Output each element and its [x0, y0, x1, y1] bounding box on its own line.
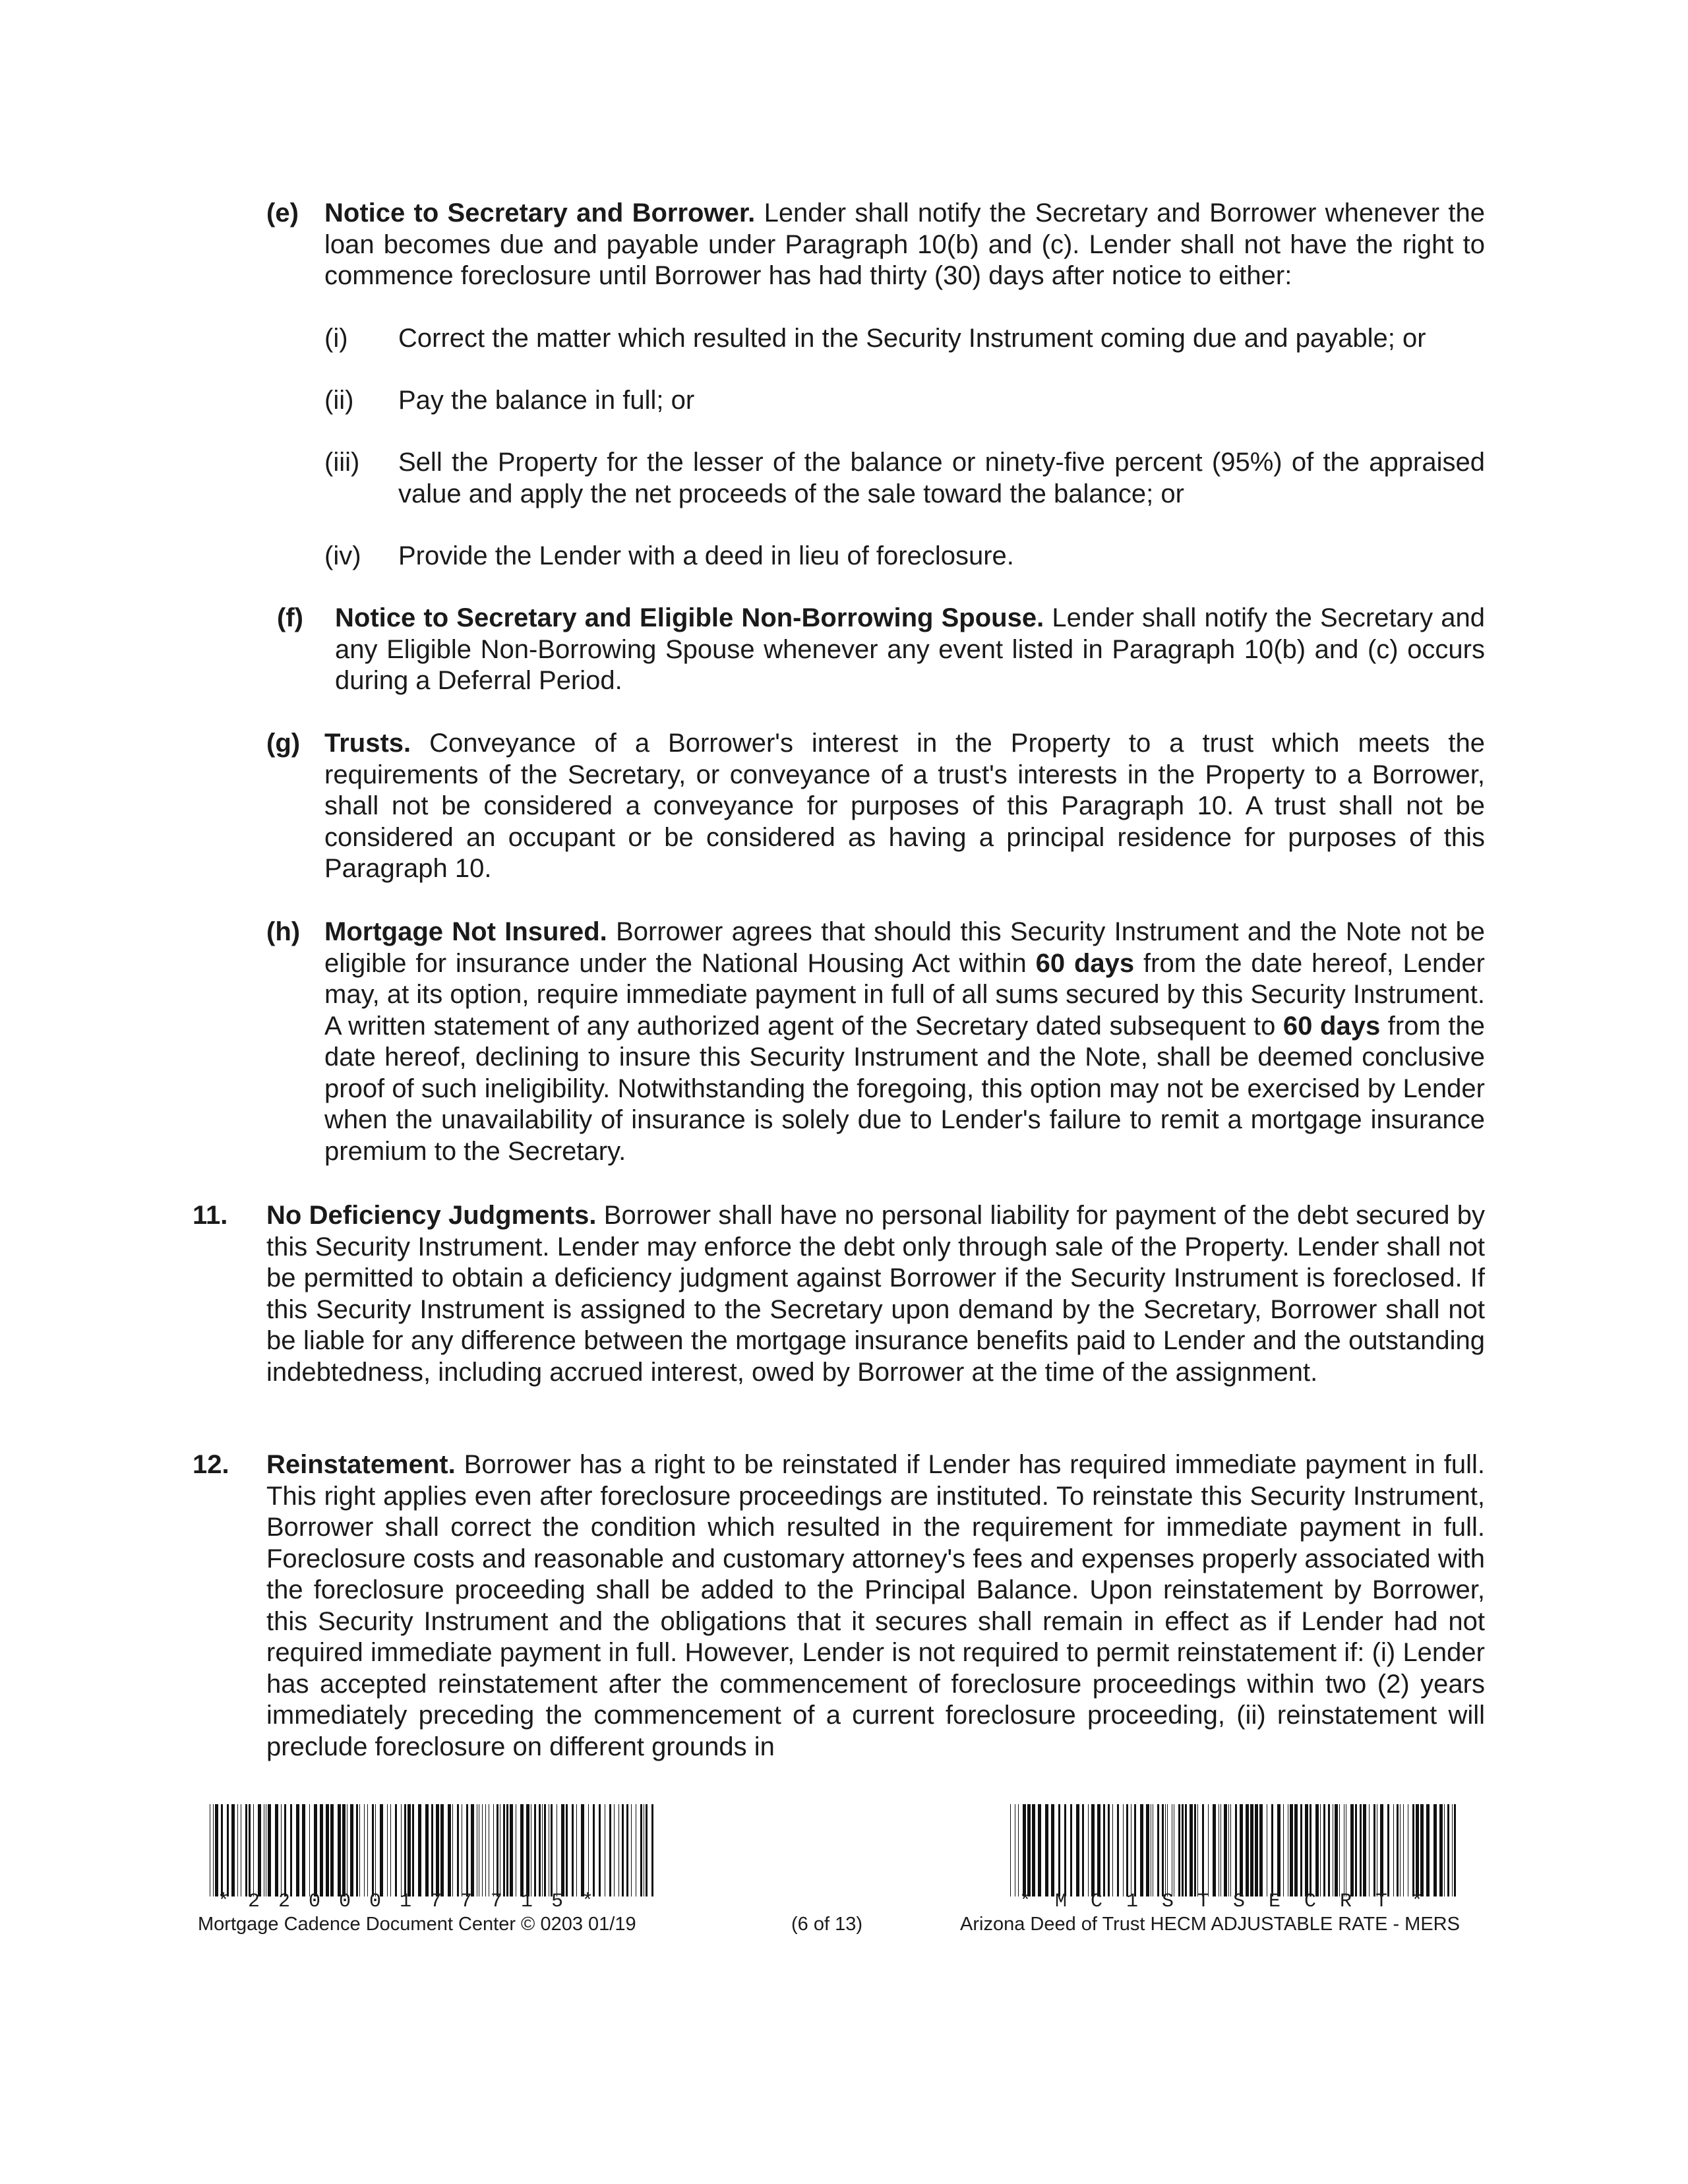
barcode-bar: [1182, 1804, 1184, 1896]
barcode-bar: [1088, 1804, 1089, 1896]
barcode-bar: [457, 1804, 459, 1896]
barcode-bar: [534, 1804, 536, 1896]
subitem-iv-label: (iv): [324, 541, 361, 570]
barcode-bar: [1369, 1804, 1370, 1896]
barcode-bar: [1412, 1804, 1414, 1896]
barcode-right-text: *MC1STSECRT*: [1019, 1891, 1447, 1913]
barcode-bar: [1208, 1804, 1209, 1896]
barcode-bar: [1038, 1804, 1041, 1896]
barcode-bar: [375, 1804, 376, 1896]
barcode-bar: [1393, 1804, 1394, 1896]
item-g-label: (g): [266, 729, 301, 758]
item-f-heading: Notice to Secretary and Eligible Non-Borrowing Spouse.: [335, 603, 1044, 632]
barcode-bar: [576, 1804, 577, 1896]
barcode-bar: [1323, 1804, 1325, 1896]
barcode-bar: [520, 1804, 524, 1896]
barcode-bar: [497, 1804, 498, 1896]
footer-left-text: Mortgage Cadence Document Center © 0203 01/19: [198, 1914, 636, 1935]
barcode-bar: [215, 1804, 218, 1896]
barcode-bar: [1027, 1804, 1031, 1896]
barcode-bar: [1426, 1804, 1430, 1896]
item-e-text: Lender shall notify the Secretary and Borrower whenever the loan becomes due and payable under Paragraph 10(b) and (c). Lender shall not have the right to commence foreclosure until Borrower has had thirty (30) days after notice to either:: [324, 198, 1486, 290]
barcode-bar: [356, 1804, 358, 1896]
item-h-bold-2: 60 days: [1282, 1011, 1381, 1041]
barcode-bar: [566, 1804, 568, 1896]
section-11-text: Borrower shall have no personal liability for payment of the debt secured by this Security Instrument. Lender may enforce the debt only through sale of the Property. Lender shall not be permitted to obtain a deficiency judgment against Borrower if the Security Instrument is foreclosed. If this Security Instrument is assigned to the Secretary upon demand by the Secretary, Borrower shall not be liable for any difference between the mortgage insurance benefits paid to Lender and the outstanding indebtedness, including accrued interest, owed by Borrower at the time of the assignment.: [266, 1201, 1485, 1387]
barcode-bar: [1250, 1804, 1253, 1896]
section-12-text: Borrower has a right to be reinstated if Lender has required immediate payment in full. This right applies even after foreclosure proceedings are instituted. To reinstate this Security Instrument, Borrower shall correct the condition which resulted in the requirement for immediate payment in full. Foreclosure costs and reasonable and customary attorney's fees and expenses properly associated with the foreclosure proceeding shall be added to the Principal Balance. Upon reinstatement by Borrower, this Security Instrument and the obligations that it secures shall remain in effect as if Lender had not required immediate payment in full. However, Lender is not required to permit reinstatement if: (i) Lender has accepted reinstatement after the commencement of foreclosure proceedings within two (2) years immediately preceding the commencement of a current foreclosure proceeding, (ii) reinstatement will preclude foreclosure on different grounds in: [266, 1450, 1485, 1761]
barcode-bar: [622, 1804, 624, 1896]
barcode-bar: [510, 1804, 513, 1896]
barcode-bar: [1112, 1804, 1113, 1896]
barcode-bar: [1023, 1804, 1026, 1896]
barcode-bar: [418, 1804, 421, 1896]
barcode-bar: [314, 1804, 317, 1896]
barcode-bar: [1355, 1804, 1357, 1896]
barcode-bar: [631, 1804, 632, 1896]
barcode-bar: [281, 1804, 282, 1896]
barcode-bar: [1224, 1804, 1227, 1896]
item-f-text: Lender shall notify the Secretary and any Eligible Non-Borrowing Spouse whenever any event listed in Paragraph 10(b) and (c) occurs during a Deferral Period.: [335, 603, 1485, 695]
barcode-bar: [1157, 1804, 1159, 1896]
barcode-bar: [1452, 1804, 1453, 1896]
barcode-bar: [581, 1804, 584, 1896]
barcode-bar: [1117, 1804, 1119, 1896]
barcode-bar: [1290, 1804, 1293, 1896]
barcode-bar: [588, 1804, 589, 1896]
item-e-paragraph: [324, 198, 1485, 292]
barcode-bar: [1240, 1804, 1243, 1896]
section-12-paragraph: [266, 1449, 1485, 1763]
barcode-bar: [1010, 1804, 1011, 1896]
barcode-bar: [425, 1804, 429, 1896]
barcode-bar: [1397, 1804, 1399, 1896]
barcode-bar: [1082, 1804, 1084, 1896]
barcode-bar: [338, 1804, 341, 1896]
barcode-bar: [1194, 1804, 1196, 1896]
barcode-bar: [1339, 1804, 1340, 1896]
barcode-bar: [1146, 1804, 1149, 1896]
barcode-bar: [1126, 1804, 1128, 1896]
barcode-bar: [593, 1804, 595, 1896]
barcode-bar: [412, 1804, 414, 1896]
barcode-bar: [1271, 1804, 1273, 1896]
barcode-bar: [395, 1804, 397, 1896]
barcode-bar: [618, 1804, 619, 1896]
barcode-bar: [1255, 1804, 1258, 1896]
barcode-bar: [231, 1804, 235, 1896]
barcode-bar: [1202, 1804, 1204, 1896]
item-e-label: (e): [266, 198, 299, 228]
barcode-bar: [1310, 1804, 1311, 1896]
barcode-bar: [1108, 1804, 1110, 1896]
barcode-bar: [1403, 1804, 1404, 1896]
barcode-bar: [651, 1804, 653, 1896]
barcode-bar: [626, 1804, 628, 1896]
barcode-bar: [1103, 1804, 1105, 1896]
barcode-bar: [1140, 1804, 1143, 1896]
barcode-bar: [1300, 1804, 1302, 1896]
barcode-bar: [609, 1804, 611, 1896]
section-12-label: 12.: [193, 1450, 229, 1479]
barcode-bar: [1162, 1804, 1164, 1896]
section-11-heading: No Deficiency Judgments.: [266, 1201, 597, 1230]
item-h-heading: Mortgage Not Insured.: [324, 917, 607, 946]
barcode-bar: [1230, 1804, 1231, 1896]
barcode-bar: [1185, 1804, 1187, 1896]
item-h-paragraph: [324, 917, 1485, 1167]
barcode-bar: [1400, 1804, 1401, 1896]
barcode-bar: [436, 1804, 439, 1896]
barcode-bar: [221, 1804, 223, 1896]
barcode-bar: [1259, 1804, 1263, 1896]
barcode-bar: [1315, 1804, 1319, 1896]
barcode-right-bars: [1009, 1804, 1457, 1896]
barcode-bar: [302, 1804, 305, 1896]
barcode-bar: [646, 1804, 648, 1896]
barcode-bar: [387, 1804, 388, 1896]
barcode-bar: [1328, 1804, 1330, 1896]
barcode-bar: [1045, 1804, 1048, 1896]
barcode-bar: [372, 1804, 374, 1896]
barcode-bar: [1246, 1804, 1249, 1896]
barcode-bar: [237, 1804, 238, 1896]
barcode-bar: [544, 1804, 546, 1896]
item-h-bold-1: 60 days: [1035, 948, 1135, 978]
item-h-text-3: from the date hereof, declining to insure this Security Instrument and the Note, shall be deemed conclusive proof of such ineligibility. Notwithstanding the foregoing, this option may not be exercised by Lender when the unavailability of insurance is solely due to Lender's failure to remit a mortgage insurance premium to the Secretary.: [324, 1011, 1485, 1166]
barcode-bar: [539, 1804, 541, 1896]
barcode-bar: [1091, 1804, 1095, 1896]
barcode-bar: [367, 1804, 368, 1896]
barcode-bar: [1032, 1804, 1035, 1896]
subitem-iii-label: (iii): [324, 448, 360, 477]
barcode-bar: [1058, 1804, 1060, 1896]
subitem-iv-text: Provide the Lender with a deed in lieu of foreclosure.: [398, 541, 1014, 570]
footer-page-number: (6 of 13): [791, 1914, 862, 1935]
barcode-bar: [1064, 1804, 1066, 1896]
barcode-bar: [1123, 1804, 1124, 1896]
barcode-bar: [290, 1804, 292, 1896]
barcode-bar: [503, 1804, 505, 1896]
subitem-ii-label: (ii): [324, 386, 354, 415]
barcode-bar: [1190, 1804, 1193, 1896]
barcode-bar: [466, 1804, 468, 1896]
barcode-bar: [330, 1804, 334, 1896]
barcode-bar: [1018, 1804, 1019, 1896]
barcode-bar: [1380, 1804, 1383, 1896]
barcode-bar: [1167, 1804, 1168, 1896]
item-f-label: (f): [277, 603, 303, 632]
barcode-bar: [1283, 1804, 1284, 1896]
barcode-bar: [452, 1804, 453, 1896]
barcode-bar: [572, 1804, 574, 1896]
barcode-bar: [326, 1804, 329, 1896]
barcode-bar: [253, 1804, 254, 1896]
barcode-bar: [1439, 1804, 1443, 1896]
barcode-bar: [275, 1804, 278, 1896]
barcode-bar: [599, 1804, 601, 1896]
subitem-iii-text: Sell the Property for the lesser of the balance or ninety-five percent (95%) of the appraised value and apply the net proceeds of the sale toward the balance; or: [398, 448, 1485, 508]
barcode-left-bars: [208, 1804, 657, 1896]
barcode-bar: [1387, 1804, 1389, 1896]
barcode-bar: [309, 1804, 310, 1896]
barcode-bar: [404, 1804, 406, 1896]
barcode-bar: [258, 1804, 261, 1896]
barcode-bar: [1335, 1804, 1338, 1896]
barcode-bar: [485, 1804, 486, 1896]
subitem-i-label: (i): [324, 324, 348, 353]
barcode-bar: [542, 1804, 543, 1896]
barcode-bar: [1305, 1804, 1308, 1896]
item-g-text: Conveyance of a Borrower's interest in the Property to a trust which meets the requirements of the Secretary, or conveyance of a trust's interests in the Property to a Borrower, shall not be considered a conveyance for purposes of this Paragraph 10. A trust shall not be considered an occupant or be considered as having a principal residence for purposes of this Paragraph 10.: [324, 729, 1485, 883]
barcode-bar: [1277, 1804, 1281, 1896]
barcode-bar: [614, 1804, 615, 1896]
barcode-bar: [390, 1804, 391, 1896]
barcode-bar: [1178, 1804, 1180, 1896]
barcode-bar: [245, 1804, 247, 1896]
barcode-bar: [359, 1804, 360, 1896]
barcode-bar: [551, 1804, 553, 1896]
barcode-bar: [1454, 1804, 1456, 1896]
barcode-bar: [227, 1804, 229, 1896]
barcode-bar: [296, 1804, 299, 1896]
barcode-bar: [1076, 1804, 1079, 1896]
barcode-bar: [213, 1804, 214, 1896]
barcode-bar: [1373, 1804, 1375, 1896]
barcode-bar: [561, 1804, 564, 1896]
barcode-bar: [1235, 1804, 1237, 1896]
barcode-bar: [526, 1804, 529, 1896]
barcode-bar: [1197, 1804, 1198, 1896]
barcode-bar: [407, 1804, 411, 1896]
barcode-bar: [1213, 1804, 1216, 1896]
item-g-paragraph: [324, 728, 1485, 885]
item-h-text-2: from the date hereof, Lender may, at its option, require immediate payment in full of all sums secured by this Security Instrument. A written statement of any authorized agent of the Secretary dated subsequent to: [324, 948, 1485, 1041]
barcode-bar: [1447, 1804, 1449, 1896]
subitem-i-text: Correct the matter which resulted in the Security Instrument coming due and payable; or: [398, 324, 1426, 353]
barcode-bar: [1360, 1804, 1362, 1896]
barcode-bar: [1294, 1804, 1298, 1896]
item-h-text-1: Borrower agrees that should this Security Instrument and the Note not be eligible for insurance under the National Housing Act within: [324, 917, 1486, 978]
barcode-bar: [440, 1804, 444, 1896]
barcode-left-text: *22000177715*: [218, 1891, 613, 1913]
barcode-bar: [1350, 1804, 1354, 1896]
barcode-bar: [284, 1804, 286, 1896]
item-g-heading: Trusts.: [324, 729, 411, 758]
footer-right-text: Arizona Deed of Trust HECM ADJUSTABLE RATE - MERS: [960, 1914, 1460, 1935]
barcode-bar: [493, 1804, 494, 1896]
subitem-ii-text: Pay the balance in full; or: [398, 386, 695, 415]
barcode-bar: [506, 1804, 508, 1896]
barcode-bar: [320, 1804, 323, 1896]
barcode-bar: [1420, 1804, 1424, 1896]
item-f-paragraph: [335, 603, 1485, 697]
barcode-bar: [640, 1804, 642, 1896]
barcode-bar: [1433, 1804, 1437, 1896]
barcode-bar: [350, 1804, 353, 1896]
barcode-bar: [1363, 1804, 1366, 1896]
barcode-bar: [342, 1804, 346, 1896]
barcode-bar: [268, 1804, 271, 1896]
barcode-bar: [1097, 1804, 1100, 1896]
item-e-heading: Notice to Secretary and Borrower.: [324, 198, 756, 228]
section-11-paragraph: [266, 1200, 1485, 1388]
barcode-bar: [482, 1804, 483, 1896]
barcode-bar: [431, 1804, 433, 1896]
barcode-bar: [1444, 1804, 1445, 1896]
barcode-bar: [380, 1804, 383, 1896]
barcode-bar: [1165, 1804, 1166, 1896]
barcode-bar: [1416, 1804, 1419, 1896]
barcode-bar: [1051, 1804, 1054, 1896]
barcode-bar: [1070, 1804, 1072, 1896]
barcode-bar: [401, 1804, 402, 1896]
barcode-bar: [1228, 1804, 1229, 1896]
barcode-bar: [249, 1804, 251, 1896]
item-h-label: (h): [266, 917, 301, 946]
section-11-label: 11.: [193, 1201, 228, 1230]
barcode-bar: [448, 1804, 451, 1896]
barcode-bar: [364, 1804, 365, 1896]
barcode-bar: [1320, 1804, 1321, 1896]
barcode-bar: [1134, 1804, 1136, 1896]
section-12-heading: Reinstatement.: [266, 1450, 456, 1479]
barcode-bar: [471, 1804, 474, 1896]
